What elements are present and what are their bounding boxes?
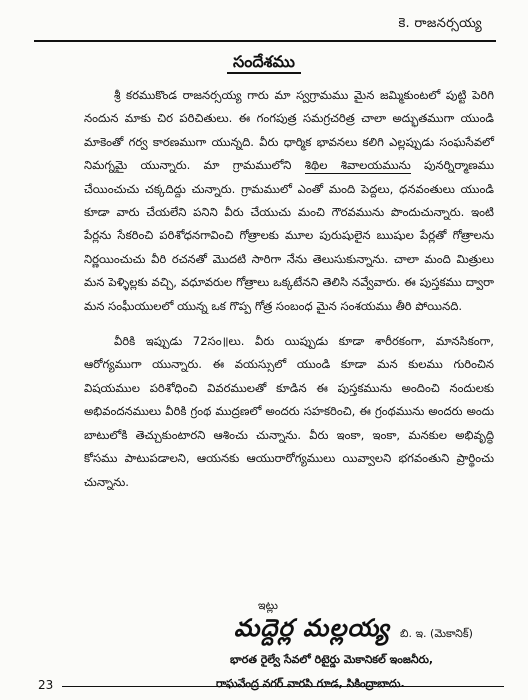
page-title	[0, 52, 528, 75]
page-title-text: సందేశము	[227, 52, 301, 74]
address: రాఘవేంద్ర నగర్ వారసి గూడ, సికింద్రాబాదు.	[216, 677, 405, 690]
paragraph-1-part-b: పునర్నిర్మాణము చేయించుచు చక్కదిద్దు చున్నారు. గ్రామములో ఎంతో మంది పెద్దలు, ధనవంతులు యుండి కూడా వారు చేయలేని పనిని వీరు చేయుచు మంచి గౌరవమును పొందుచున్నారు. ఇంటి పేర్లను సేకరించి పరిశోధనగావించి గోత్రాలకు మూల పురుషులైన ఋషుల పేర్లతో గోత్రాలను నిర్ణయించుచు వీరి రచనతో మొదటి సారిగా నేను తెలుసుకున్నాను. చాలా మంది మిత్రులు మన పెళ్ళిల్లకు వచ్చి, వధూవరుల గోత్రాలు ఒక్కటేనని తెలిసి నవ్వేవారు. ఈ పుస్తకము ద్వారా మన సంఘీయులలో యున్న ఒక గొప్ప గోత్ర సంబంధ మైన సంశయము తీరి పోయినది.	[84, 158, 494, 313]
underlined-phrase: శిథిల శివాలయమును	[304, 158, 411, 173]
message-body	[84, 84, 494, 506]
header-rule	[34, 40, 496, 42]
designation: భారత రైల్వే సేవలో రిటైర్డు మెకానికల్ ఇంజనీరు,	[230, 653, 434, 666]
paragraph-2: వీరికి ఇప్పుడు 72సం॥లు. వీరు యిప్పుడు కూడా శారీరకంగా, మానసికంగా, ఆరోగ్యముగా యున్నారు. ఈ వయస్సులో యుండి కూడా మన కులము గురించిన విషయముల పరిశోధించి వివరములతో కూడిన ఈ పుస్తకమును అందించి నందులకు అభివందనములు వీరికి గ్రంథ ముద్రణలో అందరు సహకరించి, ఈ గ్రంథమును అందరు అందు బాటులోకి తెచ్చుకుంటారని ఆశించు చున్నాను. వీరు ఇంకా, ఇంకా, మనకుల అభివృద్ధి కోసము పాటుపడాలని, ఆయనకు ఆయురారోగ్యములు యివ్వాలని భగవంతుని ప్రార్థించు చున్నాను.	[84, 334, 494, 489]
closing-salutation: ఇట్లు	[258, 599, 278, 612]
page-number: 23	[38, 678, 54, 692]
footer-rule	[62, 686, 504, 687]
signature-name: మద్దెర్ల మల్లయ్య	[234, 614, 390, 642]
paragraph-1-part-a: శ్రీ కరముకొండ రాజనర్సయ్య గారు మా స్వగ్రామము మైన జమ్మికుంటలో పుట్టి పెరిగి నందున మాకు చిర పరిచితులు. ఈ గంగపుత్ర సమగ్రచరిత్ర చాలా అద్భుతముగా యుండి మాకెంతో గర్వ కారణముగా యున్నది. వీరు ధార్మిక భావనలు కలిగి ఎల్లప్పుడు సంఘసేవలో నిమగ్నమై యున్నారు. మా గ్రామములోని	[84, 88, 494, 173]
running-header: కె. రాజనర్సయ్య	[398, 16, 482, 31]
paragraph-1	[84, 84, 494, 318]
qualification: బి. ఇ. (మెకానిక్)	[400, 627, 473, 640]
